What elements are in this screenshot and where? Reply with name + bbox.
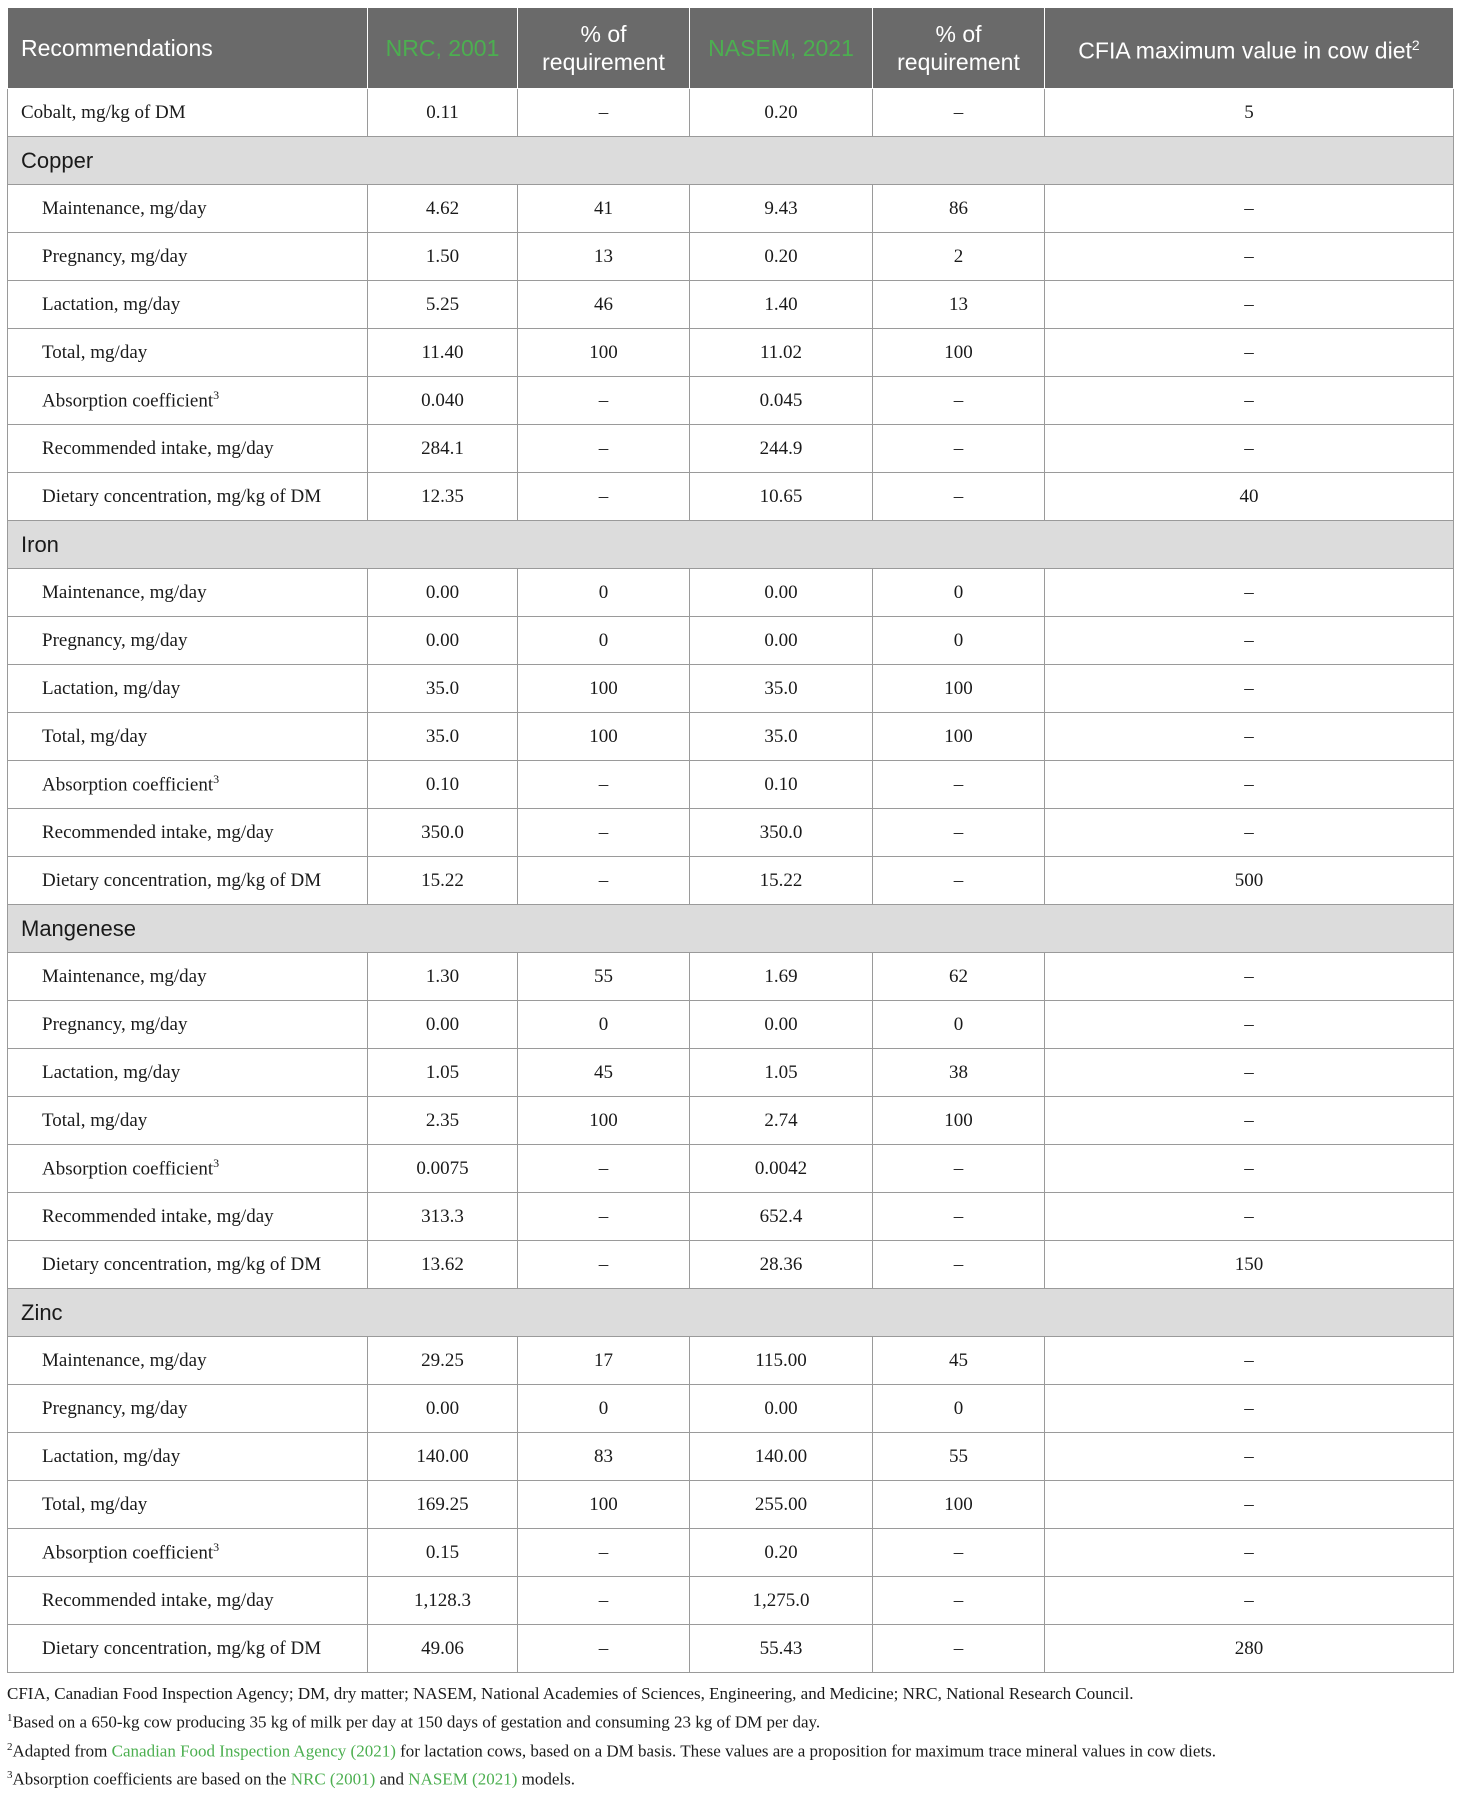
cell-cfia: – bbox=[1045, 617, 1454, 665]
row-label-cell bbox=[8, 1529, 368, 1577]
row-label-cell bbox=[8, 233, 368, 281]
row-label-cell bbox=[8, 761, 368, 809]
section-title: Mangenese bbox=[8, 905, 1454, 953]
cell-cfia: – bbox=[1045, 1577, 1454, 1625]
cell-nasem: 140.00 bbox=[690, 1433, 873, 1481]
cell-nasem-percent: 38 bbox=[873, 1049, 1045, 1097]
table-row bbox=[8, 281, 1454, 329]
cell-nasem-percent: 100 bbox=[873, 1481, 1045, 1529]
cell-nasem-percent: 0 bbox=[873, 1385, 1045, 1433]
cell-cfia: – bbox=[1045, 1481, 1454, 1529]
table-row bbox=[8, 1241, 1454, 1289]
row-label: Maintenance, mg/day bbox=[42, 1349, 207, 1371]
cell-nrc: 0.00 bbox=[368, 569, 518, 617]
cell-nasem-percent: 0 bbox=[873, 617, 1045, 665]
cell-cfia: – bbox=[1045, 1385, 1454, 1433]
row-label-cell bbox=[8, 1577, 368, 1625]
cell-nrc-percent: 45 bbox=[518, 1049, 690, 1097]
cell-nasem: 9.43 bbox=[690, 185, 873, 233]
cell-cfia: 5 bbox=[1045, 89, 1454, 137]
table-row bbox=[8, 665, 1454, 713]
cell-nasem: 1.69 bbox=[690, 953, 873, 1001]
table-row-cobalt bbox=[8, 89, 1454, 137]
cell-nasem-percent: 100 bbox=[873, 1097, 1045, 1145]
table-row bbox=[8, 1001, 1454, 1049]
section-row-copper bbox=[8, 137, 1454, 185]
footnote-1-number: 1 bbox=[7, 1712, 13, 1724]
row-label-sup: 3 bbox=[213, 1156, 220, 1171]
cell-nrc: 0.00 bbox=[368, 1001, 518, 1049]
header-nrc-link[interactable]: NRC, 2001 bbox=[368, 8, 518, 89]
cell-cfia: – bbox=[1045, 809, 1454, 857]
cell-nrc-percent: – bbox=[518, 377, 690, 425]
cell-nrc-percent: 100 bbox=[518, 665, 690, 713]
cell-cfia: – bbox=[1045, 1001, 1454, 1049]
cell-cfia: 40 bbox=[1045, 473, 1454, 521]
row-label: Pregnancy, mg/day bbox=[42, 1013, 188, 1035]
cell-nrc: 11.40 bbox=[368, 329, 518, 377]
header-cfia-label: CFIA maximum value in cow diet bbox=[1078, 37, 1412, 64]
table-row bbox=[8, 809, 1454, 857]
table-row bbox=[8, 1145, 1454, 1193]
cell-nasem: 652.4 bbox=[690, 1193, 873, 1241]
cell-nrc-percent: – bbox=[518, 1193, 690, 1241]
table-row bbox=[8, 953, 1454, 1001]
row-label-cell bbox=[8, 1145, 368, 1193]
table-row bbox=[8, 713, 1454, 761]
row-label: Pregnancy, mg/day bbox=[42, 1397, 188, 1419]
cell-nasem-percent: – bbox=[873, 1145, 1045, 1193]
row-label-cell bbox=[8, 1193, 368, 1241]
cell-nasem-percent: – bbox=[873, 761, 1045, 809]
cell-nrc-percent: 100 bbox=[518, 713, 690, 761]
cell-nasem: 0.045 bbox=[690, 377, 873, 425]
cell-cfia: – bbox=[1045, 425, 1454, 473]
cell-nrc: 350.0 bbox=[368, 809, 518, 857]
cell-nrc-percent: 13 bbox=[518, 233, 690, 281]
table-row bbox=[8, 473, 1454, 521]
table-row bbox=[8, 233, 1454, 281]
cell-nasem-percent: – bbox=[873, 377, 1045, 425]
cell-nasem: 0.00 bbox=[690, 1001, 873, 1049]
row-label: Recommended intake, mg/day bbox=[42, 821, 274, 843]
row-label: Cobalt, mg/kg of DM bbox=[8, 89, 368, 137]
cell-nasem: 0.0042 bbox=[690, 1145, 873, 1193]
row-label: Maintenance, mg/day bbox=[42, 965, 207, 987]
row-label-cell bbox=[8, 617, 368, 665]
cell-cfia: – bbox=[1045, 761, 1454, 809]
row-label: Dietary concentration, mg/kg of DM bbox=[42, 1637, 322, 1659]
cell-nrc: 169.25 bbox=[368, 1481, 518, 1529]
cell-nasem: 0.00 bbox=[690, 617, 873, 665]
row-label-cell bbox=[8, 425, 368, 473]
cell-nrc-percent: 100 bbox=[518, 1481, 690, 1529]
table-row bbox=[8, 377, 1454, 425]
table-row bbox=[8, 1097, 1454, 1145]
row-label: Recommended intake, mg/day bbox=[42, 1205, 274, 1227]
table-row bbox=[8, 1529, 1454, 1577]
table-row bbox=[8, 1049, 1454, 1097]
cell-cfia: – bbox=[1045, 377, 1454, 425]
cell-nrc: 29.25 bbox=[368, 1337, 518, 1385]
row-label: Lactation, mg/day bbox=[42, 293, 181, 315]
cell-nasem-percent: – bbox=[873, 89, 1045, 137]
footnote-1-text: Based on a 650-kg cow producing 35 kg of milk per day at 150 days of gestation and consuming 23 kg of DM per day. bbox=[12, 1712, 821, 1732]
row-label-cell bbox=[8, 953, 368, 1001]
nrc-2001-link[interactable]: NRC (2001) bbox=[290, 1769, 376, 1789]
row-label: Lactation, mg/day bbox=[42, 677, 181, 699]
cell-nasem-percent: – bbox=[873, 1625, 1045, 1673]
row-label-cell bbox=[8, 1433, 368, 1481]
row-label-cell bbox=[8, 377, 368, 425]
table-row bbox=[8, 1337, 1454, 1385]
cell-nrc-percent: 100 bbox=[518, 329, 690, 377]
cell-nasem-percent: – bbox=[873, 809, 1045, 857]
cell-nrc: 0.040 bbox=[368, 377, 518, 425]
section-title: Iron bbox=[8, 521, 1454, 569]
cell-nrc-percent: – bbox=[518, 89, 690, 137]
cell-nasem: 0.20 bbox=[690, 1529, 873, 1577]
footnote-3 bbox=[7, 1763, 1453, 1792]
footnote-2 bbox=[7, 1735, 1453, 1764]
cfia-2021-link[interactable]: Canadian Food Inspection Agency (2021) bbox=[111, 1741, 396, 1761]
mineral-requirements-table bbox=[7, 7, 1454, 1673]
cell-cfia: 280 bbox=[1045, 1625, 1454, 1673]
header-recommendations: Recommendations bbox=[8, 8, 368, 89]
cell-nasem-percent: – bbox=[873, 1577, 1045, 1625]
section-title: Zinc bbox=[8, 1289, 1454, 1337]
row-label: Recommended intake, mg/day bbox=[42, 437, 274, 459]
cell-cfia: – bbox=[1045, 953, 1454, 1001]
cell-nrc-percent: 46 bbox=[518, 281, 690, 329]
footnote-3-mid: and bbox=[375, 1769, 409, 1789]
cell-nrc: 49.06 bbox=[368, 1625, 518, 1673]
cell-nasem-percent: 55 bbox=[873, 1433, 1045, 1481]
cell-cfia: 500 bbox=[1045, 857, 1454, 905]
cell-nasem: 255.00 bbox=[690, 1481, 873, 1529]
cell-nrc: 1.50 bbox=[368, 233, 518, 281]
cell-nasem-percent: 100 bbox=[873, 713, 1045, 761]
row-label-cell bbox=[8, 857, 368, 905]
row-label: Total, mg/day bbox=[42, 1109, 148, 1131]
row-label: Maintenance, mg/day bbox=[42, 197, 207, 219]
cell-nasem: 15.22 bbox=[690, 857, 873, 905]
row-label: Pregnancy, mg/day bbox=[42, 245, 188, 267]
cell-nrc-percent: – bbox=[518, 1625, 690, 1673]
cell-cfia: – bbox=[1045, 665, 1454, 713]
cell-nasem-percent: – bbox=[873, 473, 1045, 521]
nasem-2021-link[interactable]: NASEM (2021) bbox=[408, 1769, 518, 1789]
table-row bbox=[8, 761, 1454, 809]
row-label: Total, mg/day bbox=[42, 725, 148, 747]
table-container bbox=[7, 7, 1453, 1792]
cell-nrc: 284.1 bbox=[368, 425, 518, 473]
cell-nrc-percent: 55 bbox=[518, 953, 690, 1001]
cell-nrc-percent: – bbox=[518, 1529, 690, 1577]
header-nasem-link[interactable]: NASEM, 2021 bbox=[690, 8, 873, 89]
row-label-cell bbox=[8, 809, 368, 857]
row-label: Maintenance, mg/day bbox=[42, 581, 207, 603]
table-row bbox=[8, 1625, 1454, 1673]
cell-nasem: 0.20 bbox=[690, 233, 873, 281]
header-row bbox=[8, 8, 1454, 89]
cell-nrc-percent: – bbox=[518, 473, 690, 521]
cell-nrc-percent: 0 bbox=[518, 617, 690, 665]
cell-nrc: 0.00 bbox=[368, 617, 518, 665]
cell-cfia: – bbox=[1045, 1337, 1454, 1385]
cell-nasem: 35.0 bbox=[690, 665, 873, 713]
header-nrc-percent bbox=[518, 8, 690, 89]
row-label: Pregnancy, mg/day bbox=[42, 629, 188, 651]
cell-cfia: – bbox=[1045, 1097, 1454, 1145]
footnote-2-pre: Adapted from bbox=[12, 1741, 112, 1761]
row-label-cell bbox=[8, 473, 368, 521]
table-row bbox=[8, 185, 1454, 233]
cell-cfia: 150 bbox=[1045, 1241, 1454, 1289]
cell-nrc: 1.30 bbox=[368, 953, 518, 1001]
row-label-sup: 3 bbox=[213, 1540, 220, 1555]
cell-cfia: – bbox=[1045, 1193, 1454, 1241]
table-header bbox=[8, 8, 1454, 89]
table-row bbox=[8, 1577, 1454, 1625]
footnotes bbox=[7, 1681, 1453, 1792]
header-cfia-sup: 2 bbox=[1411, 37, 1420, 54]
cell-nasem: 244.9 bbox=[690, 425, 873, 473]
header-nasem-percent bbox=[873, 8, 1045, 89]
row-label: Total, mg/day bbox=[42, 1493, 148, 1515]
row-label-cell bbox=[8, 1241, 368, 1289]
cell-nrc: 35.0 bbox=[368, 665, 518, 713]
cell-cfia: – bbox=[1045, 1433, 1454, 1481]
table-row bbox=[8, 1481, 1454, 1529]
cell-nrc-percent: – bbox=[518, 857, 690, 905]
cell-nrc: 13.62 bbox=[368, 1241, 518, 1289]
row-label-cell bbox=[8, 1385, 368, 1433]
row-label: Absorption coefficient bbox=[42, 1542, 214, 1564]
table-body bbox=[8, 89, 1454, 1673]
cell-cfia: – bbox=[1045, 713, 1454, 761]
row-label-cell bbox=[8, 1337, 368, 1385]
cell-nrc: 5.25 bbox=[368, 281, 518, 329]
cell-nasem-percent: 45 bbox=[873, 1337, 1045, 1385]
header-nrc-percent-line2: requirement bbox=[542, 49, 665, 75]
section-row-zinc bbox=[8, 1289, 1454, 1337]
footnote-3-number: 3 bbox=[7, 1769, 13, 1782]
cell-nrc: 1.05 bbox=[368, 1049, 518, 1097]
cell-nrc-percent: – bbox=[518, 425, 690, 473]
row-label-cell bbox=[8, 1001, 368, 1049]
row-label: Absorption coefficient bbox=[42, 1158, 214, 1180]
cell-nrc: 1,128.3 bbox=[368, 1577, 518, 1625]
row-label: Dietary concentration, mg/kg of DM bbox=[42, 869, 322, 891]
cell-nrc-percent: 83 bbox=[518, 1433, 690, 1481]
cell-nrc: 35.0 bbox=[368, 713, 518, 761]
cell-nasem-percent: – bbox=[873, 425, 1045, 473]
cell-nrc: 15.22 bbox=[368, 857, 518, 905]
table-row bbox=[8, 425, 1454, 473]
cell-cfia: – bbox=[1045, 329, 1454, 377]
header-nasem-percent-line2: requirement bbox=[897, 49, 1020, 75]
row-label-cell bbox=[8, 1625, 368, 1673]
cell-nrc-percent: – bbox=[518, 809, 690, 857]
cell-cfia: – bbox=[1045, 185, 1454, 233]
cell-nrc-percent: – bbox=[518, 1577, 690, 1625]
table-row bbox=[8, 1193, 1454, 1241]
cell-nasem-percent: 100 bbox=[873, 329, 1045, 377]
cell-nrc-percent: 100 bbox=[518, 1097, 690, 1145]
section-row-iron bbox=[8, 521, 1454, 569]
cell-nasem: 2.74 bbox=[690, 1097, 873, 1145]
header-nasem-percent-line1: % of bbox=[935, 21, 982, 47]
header-cfia bbox=[1045, 8, 1454, 89]
cell-nrc-percent: 0 bbox=[518, 569, 690, 617]
cell-cfia: – bbox=[1045, 569, 1454, 617]
cell-nrc-percent: – bbox=[518, 1145, 690, 1193]
cell-nasem: 0.20 bbox=[690, 89, 873, 137]
table-row bbox=[8, 1433, 1454, 1481]
cell-nasem: 115.00 bbox=[690, 1337, 873, 1385]
row-label-cell bbox=[8, 185, 368, 233]
cell-nasem: 28.36 bbox=[690, 1241, 873, 1289]
row-label-cell bbox=[8, 329, 368, 377]
cell-nrc-percent: 0 bbox=[518, 1385, 690, 1433]
cell-nasem-percent: – bbox=[873, 1529, 1045, 1577]
section-row-mangenese bbox=[8, 905, 1454, 953]
cell-nrc: 0.11 bbox=[368, 89, 518, 137]
cell-nasem: 10.65 bbox=[690, 473, 873, 521]
cell-nasem-percent: 62 bbox=[873, 953, 1045, 1001]
row-label-sup: 3 bbox=[213, 772, 220, 787]
cell-nasem: 11.02 bbox=[690, 329, 873, 377]
footnote-2-post: for lactation cows, based on a DM basis. These values are a proposition for maximum trace mineral values in cow diets. bbox=[395, 1741, 1217, 1761]
cell-cfia: – bbox=[1045, 1529, 1454, 1577]
cell-nrc: 140.00 bbox=[368, 1433, 518, 1481]
cell-nrc: 4.62 bbox=[368, 185, 518, 233]
cell-nrc-percent: – bbox=[518, 761, 690, 809]
table-row bbox=[8, 1385, 1454, 1433]
cell-nrc-percent: 17 bbox=[518, 1337, 690, 1385]
row-label: Dietary concentration, mg/kg of DM bbox=[42, 485, 322, 507]
row-label-cell bbox=[8, 569, 368, 617]
cell-nrc-percent: – bbox=[518, 1241, 690, 1289]
cell-nasem-percent: 13 bbox=[873, 281, 1045, 329]
cell-nasem-percent: 2 bbox=[873, 233, 1045, 281]
cell-nasem-percent: – bbox=[873, 1193, 1045, 1241]
footnote-1 bbox=[7, 1706, 1453, 1735]
cell-nasem: 350.0 bbox=[690, 809, 873, 857]
table-row bbox=[8, 857, 1454, 905]
cell-nrc: 2.35 bbox=[368, 1097, 518, 1145]
footnote-abbreviations: CFIA, Canadian Food Inspection Agency; DM, dry matter; NASEM, National Academies of Sciences, Engineering, and Medicine; NRC, National Research Council. bbox=[7, 1684, 1134, 1703]
cell-nasem-percent: 86 bbox=[873, 185, 1045, 233]
cell-cfia: – bbox=[1045, 233, 1454, 281]
cell-nrc: 0.00 bbox=[368, 1385, 518, 1433]
row-label: Lactation, mg/day bbox=[42, 1445, 181, 1467]
cell-nrc: 0.10 bbox=[368, 761, 518, 809]
cell-nasem: 1.05 bbox=[690, 1049, 873, 1097]
cell-nrc: 313.3 bbox=[368, 1193, 518, 1241]
header-nrc-percent-line1: % of bbox=[580, 21, 627, 47]
row-label-cell bbox=[8, 1049, 368, 1097]
row-label-cell bbox=[8, 1481, 368, 1529]
cell-nasem-percent: 0 bbox=[873, 569, 1045, 617]
cell-nasem: 1,275.0 bbox=[690, 1577, 873, 1625]
cell-nasem: 0.10 bbox=[690, 761, 873, 809]
table-row bbox=[8, 617, 1454, 665]
table-row bbox=[8, 569, 1454, 617]
cell-nrc: 12.35 bbox=[368, 473, 518, 521]
cell-nasem-percent: 0 bbox=[873, 1001, 1045, 1049]
row-label: Dietary concentration, mg/kg of DM bbox=[42, 1253, 322, 1275]
cell-nasem-percent: 100 bbox=[873, 665, 1045, 713]
row-label: Recommended intake, mg/day bbox=[42, 1589, 274, 1611]
footnote-2-number: 2 bbox=[7, 1740, 13, 1753]
table-row bbox=[8, 329, 1454, 377]
cell-nasem: 1.40 bbox=[690, 281, 873, 329]
cell-nasem: 0.00 bbox=[690, 569, 873, 617]
cell-nasem: 0.00 bbox=[690, 1385, 873, 1433]
row-label-sup: 3 bbox=[213, 388, 220, 403]
footnote-3-post: models. bbox=[517, 1769, 575, 1789]
row-label-cell bbox=[8, 281, 368, 329]
cell-nrc-percent: 41 bbox=[518, 185, 690, 233]
cell-nasem: 55.43 bbox=[690, 1625, 873, 1673]
cell-nrc-percent: 0 bbox=[518, 1001, 690, 1049]
row-label: Total, mg/day bbox=[42, 341, 148, 363]
cell-nasem: 35.0 bbox=[690, 713, 873, 761]
row-label: Absorption coefficient bbox=[42, 390, 214, 412]
row-label: Absorption coefficient bbox=[42, 774, 214, 796]
row-label-cell bbox=[8, 1097, 368, 1145]
cell-nasem-percent: – bbox=[873, 1241, 1045, 1289]
row-label-cell bbox=[8, 713, 368, 761]
cell-nrc: 0.15 bbox=[368, 1529, 518, 1577]
cell-cfia: – bbox=[1045, 1049, 1454, 1097]
cell-nrc: 0.0075 bbox=[368, 1145, 518, 1193]
row-label: Lactation, mg/day bbox=[42, 1061, 181, 1083]
section-title: Copper bbox=[8, 137, 1454, 185]
cell-nasem-percent: – bbox=[873, 857, 1045, 905]
cell-cfia: – bbox=[1045, 1145, 1454, 1193]
cell-cfia: – bbox=[1045, 281, 1454, 329]
row-label-cell bbox=[8, 665, 368, 713]
footnote-3-pre: Absorption coefficients are based on the bbox=[12, 1769, 291, 1789]
